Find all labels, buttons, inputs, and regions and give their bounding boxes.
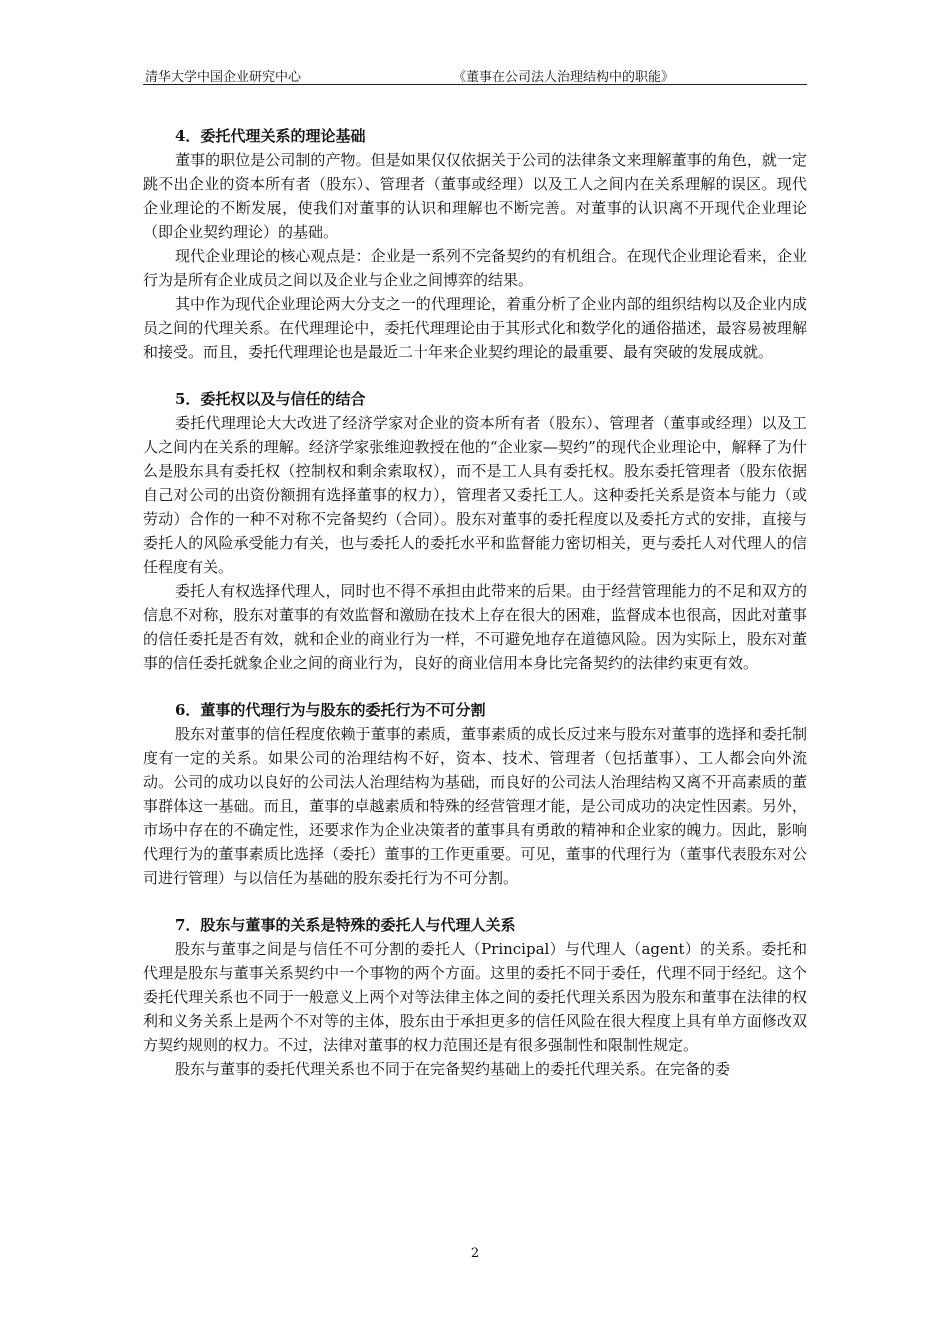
section-heading: 4．委托代理关系的理论基础 — [175, 127, 366, 145]
header-organization: 清华大学中国企业研究中心 — [145, 70, 302, 85]
paragraph: 现代企业理论的核心观点是：企业是一系列不完备契约的有机组合。在现代企业理论看来，企业行为是所有企业成员之间以及企业与企业之间博弈的结果。 — [143, 247, 807, 289]
section-heading: 7．股东与董事的关系是特殊的委托人与代理人关系 — [175, 916, 516, 934]
paragraph: 股东与董事的委托代理关系也不同于在完备契约基础上的委托代理关系。在完备的委 — [175, 1060, 731, 1078]
paragraph: 其中作为现代企业理论两大分支之一的代理理论，着重分析了企业内部的组织结构以及企业内成员之间的代理关系。在代理理论中，委托代理理论由于其形式化和数学化的通俗描述，最容易被理解和接受。而且，委托代理理论也是最近二十年来企业契约理论的最重要、最有突破的发展成就。 — [143, 295, 807, 361]
section-heading: 6．董事的代理行为与股东的委托行为不可分割 — [175, 701, 486, 719]
page-header — [143, 62, 807, 85]
paragraph: 委托人有权选择代理人，同时也不得不承担由此带来的后果。由于经营管理能力的不足和双方的信息不对称，股东对董事的有效监督和激励在技术上存在很大的困难，监督成本也很高，因此对董事的信任委托是否有效，就和企业的商业行为一样，不可避免地存在道德风险。因为实际上，股东对董事的信任委托就象企业之间的商业行为，良好的商业信用本身比完备契约的法律约束更有效。 — [143, 582, 807, 672]
section-heading: 5．委托权以及与信任的结合 — [175, 390, 366, 408]
paragraph: 委托代理理论大大改进了经济学家对企业的资本所有者（股东）、管理者（董事或经理）以及工人之间内在关系的理解。经济学家张维迎教授在他的“企业家—契约”的现代企业理论中，解释了为什么是股东具有委托权（控制权和剩余索取权），而不是工人具有委托权。股东委托管理者（股东依据自己对公司的出资份额拥有选择董事的权力），管理者又委托工人。这种委托关系是资本与能力（或劳动）合作的一种不对称不完备契约（合同）。股东对董事的委托程度以及委托方式的安排，直接与委托人的风险承受能力有关，也与委托人的委托水平和监督能力密切相关，更与委托人对代理人的信任程度有关。 — [143, 414, 807, 576]
paragraph: 股东与董事之间是与信任不可分割的委托人（Principal）与代理人（agent）的关系。委托和代理是股东与董事关系契约中一个事物的两个方面。这里的委托不同于委任，代理不同于经纪。这个委托代理关系也不同于一般意义上两个对等法律主体之间的委托代理关系因为股东和董事在法律的权利和义务关系上是两个不对等的主体，股东由于承担更多的信任风险在很大程度上具有单方面修改双方契约规则的权力。不过，法律对董事的权力范围还是有很多强制性和限制性规定。 — [143, 940, 807, 1054]
header-document-title: 《董事在公司法人治理结构中的职能》 — [453, 70, 675, 85]
document-body — [143, 124, 807, 1104]
section-7 — [143, 913, 807, 1081]
page-number: 2 — [470, 1246, 480, 1261]
section-4 — [143, 124, 807, 364]
section-6 — [143, 698, 807, 890]
section-5 — [143, 387, 807, 675]
paragraph: 董事的职位是公司制的产物。但是如果仅仅依据关于公司的法律条文来理解董事的角色，就一定跳不出企业的资本所有者（股东）、管理者（董事或经理）以及工人之间内在关系理解的误区。现代企业理论的不断发展，使我们对董事的认识和理解也不断完善。对董事的认识离不开现代企业理论（即企业契约理论）的基础。 — [143, 151, 807, 241]
paragraph: 股东对董事的信任程度依赖于董事的素质，董事素质的成长反过来与股东对董事的选择和委托制度有一定的关系。如果公司的治理结构不好，资本、技术、管理者（包括董事）、工人都会向外流动。公司的成功以良好的公司法人治理结构为基础，而良好的公司法人治理结构又离不开高素质的董事群体这一基础。而且，董事的卓越素质和特殊的经营管理才能，是公司成功的决定性因素。另外，市场中存在的不确定性，还要求作为企业决策者的董事具有勇敢的精神和企业家的魄力。因此，影响代理行为的董事素质比选择（委托）董事的工作更重要。可见，董事的代理行为（董事代表股东对公司进行管理）与以信任为基础的股东委托行为不可分割。 — [143, 725, 807, 887]
